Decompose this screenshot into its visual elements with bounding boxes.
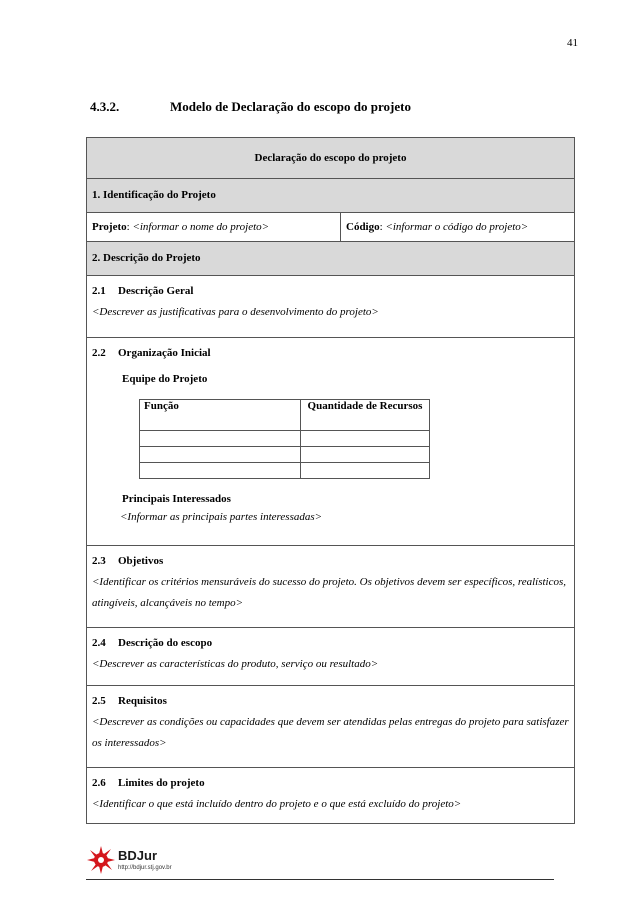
- page-number: 41: [567, 37, 578, 49]
- stakeholders-title: Principais Interessados: [122, 493, 231, 505]
- section-heading: [90, 99, 411, 115]
- scope-title: Descrição do escopo: [118, 637, 213, 649]
- stakeholders-text: <Informar as principais partes interessadas>: [120, 511, 323, 523]
- objectives-text: <Identificar os critérios mensuráveis do sucesso do projeto. Os objetivos devem ser específicos, realísticos, atingíveis, alcançáveis no tempo>: [92, 576, 567, 609]
- section-title: Modelo de Declaração do escopo do projeto: [170, 99, 411, 114]
- logo-url: http://bdjur.stj.gov.br: [118, 865, 172, 871]
- requirements-section: [87, 686, 575, 768]
- limits-text: <Identificar o que está incluído dentro do projeto e o que está excluído do projeto>: [92, 798, 462, 810]
- team-col-function: Função: [140, 400, 301, 431]
- section-number: 4.3.2.: [90, 99, 120, 114]
- logo-text: BDJur: [118, 848, 158, 863]
- requirements-number: 2.5: [92, 695, 106, 707]
- team-table: [139, 399, 430, 479]
- project-field: Projeto: <informar o nome do projeto>: [87, 213, 341, 242]
- identification-heading: 1. Identificação do Projeto: [87, 179, 575, 213]
- objectives-number: 2.3: [92, 555, 106, 567]
- organization-number: 2.2: [92, 347, 106, 359]
- table-row: [140, 431, 430, 447]
- general-number: 2.1: [92, 285, 106, 297]
- team-col-quantity: Quantidade de Recursos: [301, 400, 430, 431]
- general-description-section: [87, 276, 575, 338]
- footer-rule: [86, 879, 554, 880]
- project-label: Projeto: [92, 221, 127, 233]
- scope-number: 2.4: [92, 637, 106, 649]
- table-row: [140, 447, 430, 463]
- scope-statement-form: [86, 137, 575, 824]
- objectives-title: Objetivos: [118, 555, 164, 567]
- limits-section: [87, 768, 575, 824]
- objectives-section: [87, 546, 575, 628]
- scope-description-section: [87, 628, 575, 686]
- footer: [86, 845, 554, 880]
- limits-number: 2.6: [92, 777, 106, 789]
- general-title: Descrição Geral: [118, 285, 194, 297]
- description-heading: 2. Descrição do Projeto: [87, 242, 575, 276]
- code-value: <informar o código do projeto>: [385, 221, 529, 233]
- team-title: Equipe do Projeto: [122, 373, 208, 385]
- form-title: Declaração do escopo do projeto: [87, 138, 575, 179]
- scope-text: <Descrever as características do produto, serviço ou resultado>: [92, 658, 379, 670]
- table-row: [140, 463, 430, 479]
- bdjur-logo-icon: [86, 845, 116, 875]
- code-field: Código: <informar o código do projeto>: [341, 213, 575, 242]
- general-text: <Descrever as justificativas para o desenvolvimento do projeto>: [92, 306, 379, 318]
- code-label: Código: [346, 221, 380, 233]
- project-value: <informar o nome do projeto>: [132, 221, 270, 233]
- requirements-title: Requisitos: [118, 695, 167, 707]
- limits-title: Limites do projeto: [118, 777, 205, 789]
- requirements-text: <Descrever as condições ou capacidades que devem ser atendidas pelas entregas do projeto para satisfazer os interessados>: [92, 716, 569, 749]
- organization-section: [87, 338, 575, 546]
- organization-title: Organização Inicial: [118, 347, 211, 359]
